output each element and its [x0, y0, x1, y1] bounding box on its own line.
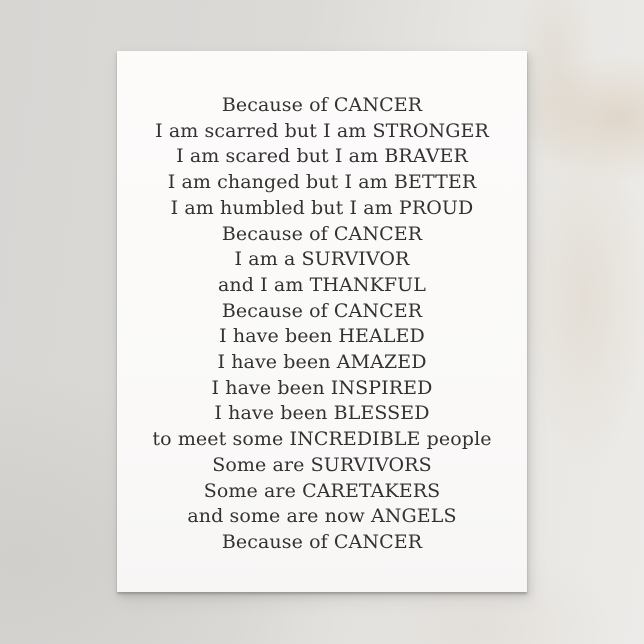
- poem-line: I have been HEALED: [219, 325, 425, 348]
- poem-line: and some are now ANGELS: [187, 505, 457, 528]
- poem-line: Some are SURVIVORS: [212, 453, 432, 476]
- poem-line: Because of CANCER: [221, 299, 423, 322]
- poem-line: I am scarred but I am STRONGER: [155, 119, 489, 142]
- postcard: [117, 51, 527, 592]
- poem-line: Some are CARETAKERS: [203, 479, 441, 502]
- poem-line: I have been AMAZED: [217, 351, 427, 374]
- poem-text-block: [117, 51, 527, 592]
- poem-line: I have been INSPIRED: [211, 376, 433, 399]
- poem-line: Because of CANCER: [221, 94, 423, 116]
- poem-line: I am a SURVIVOR: [234, 248, 410, 271]
- poem-line: I am humbled but I am PROUD: [170, 196, 474, 219]
- poem-line: I am scared but I am BRAVER: [176, 145, 468, 168]
- poem-line: to meet some INCREDIBLE people: [152, 428, 492, 451]
- poem-line: Because of CANCER: [221, 222, 423, 245]
- poem-line: I am changed but I am BETTER: [167, 171, 477, 194]
- poem-line: Because of CANCER: [221, 530, 423, 553]
- poem-line: and I am THANKFUL: [218, 273, 426, 296]
- poem-line: I have been BLESSED: [214, 402, 430, 425]
